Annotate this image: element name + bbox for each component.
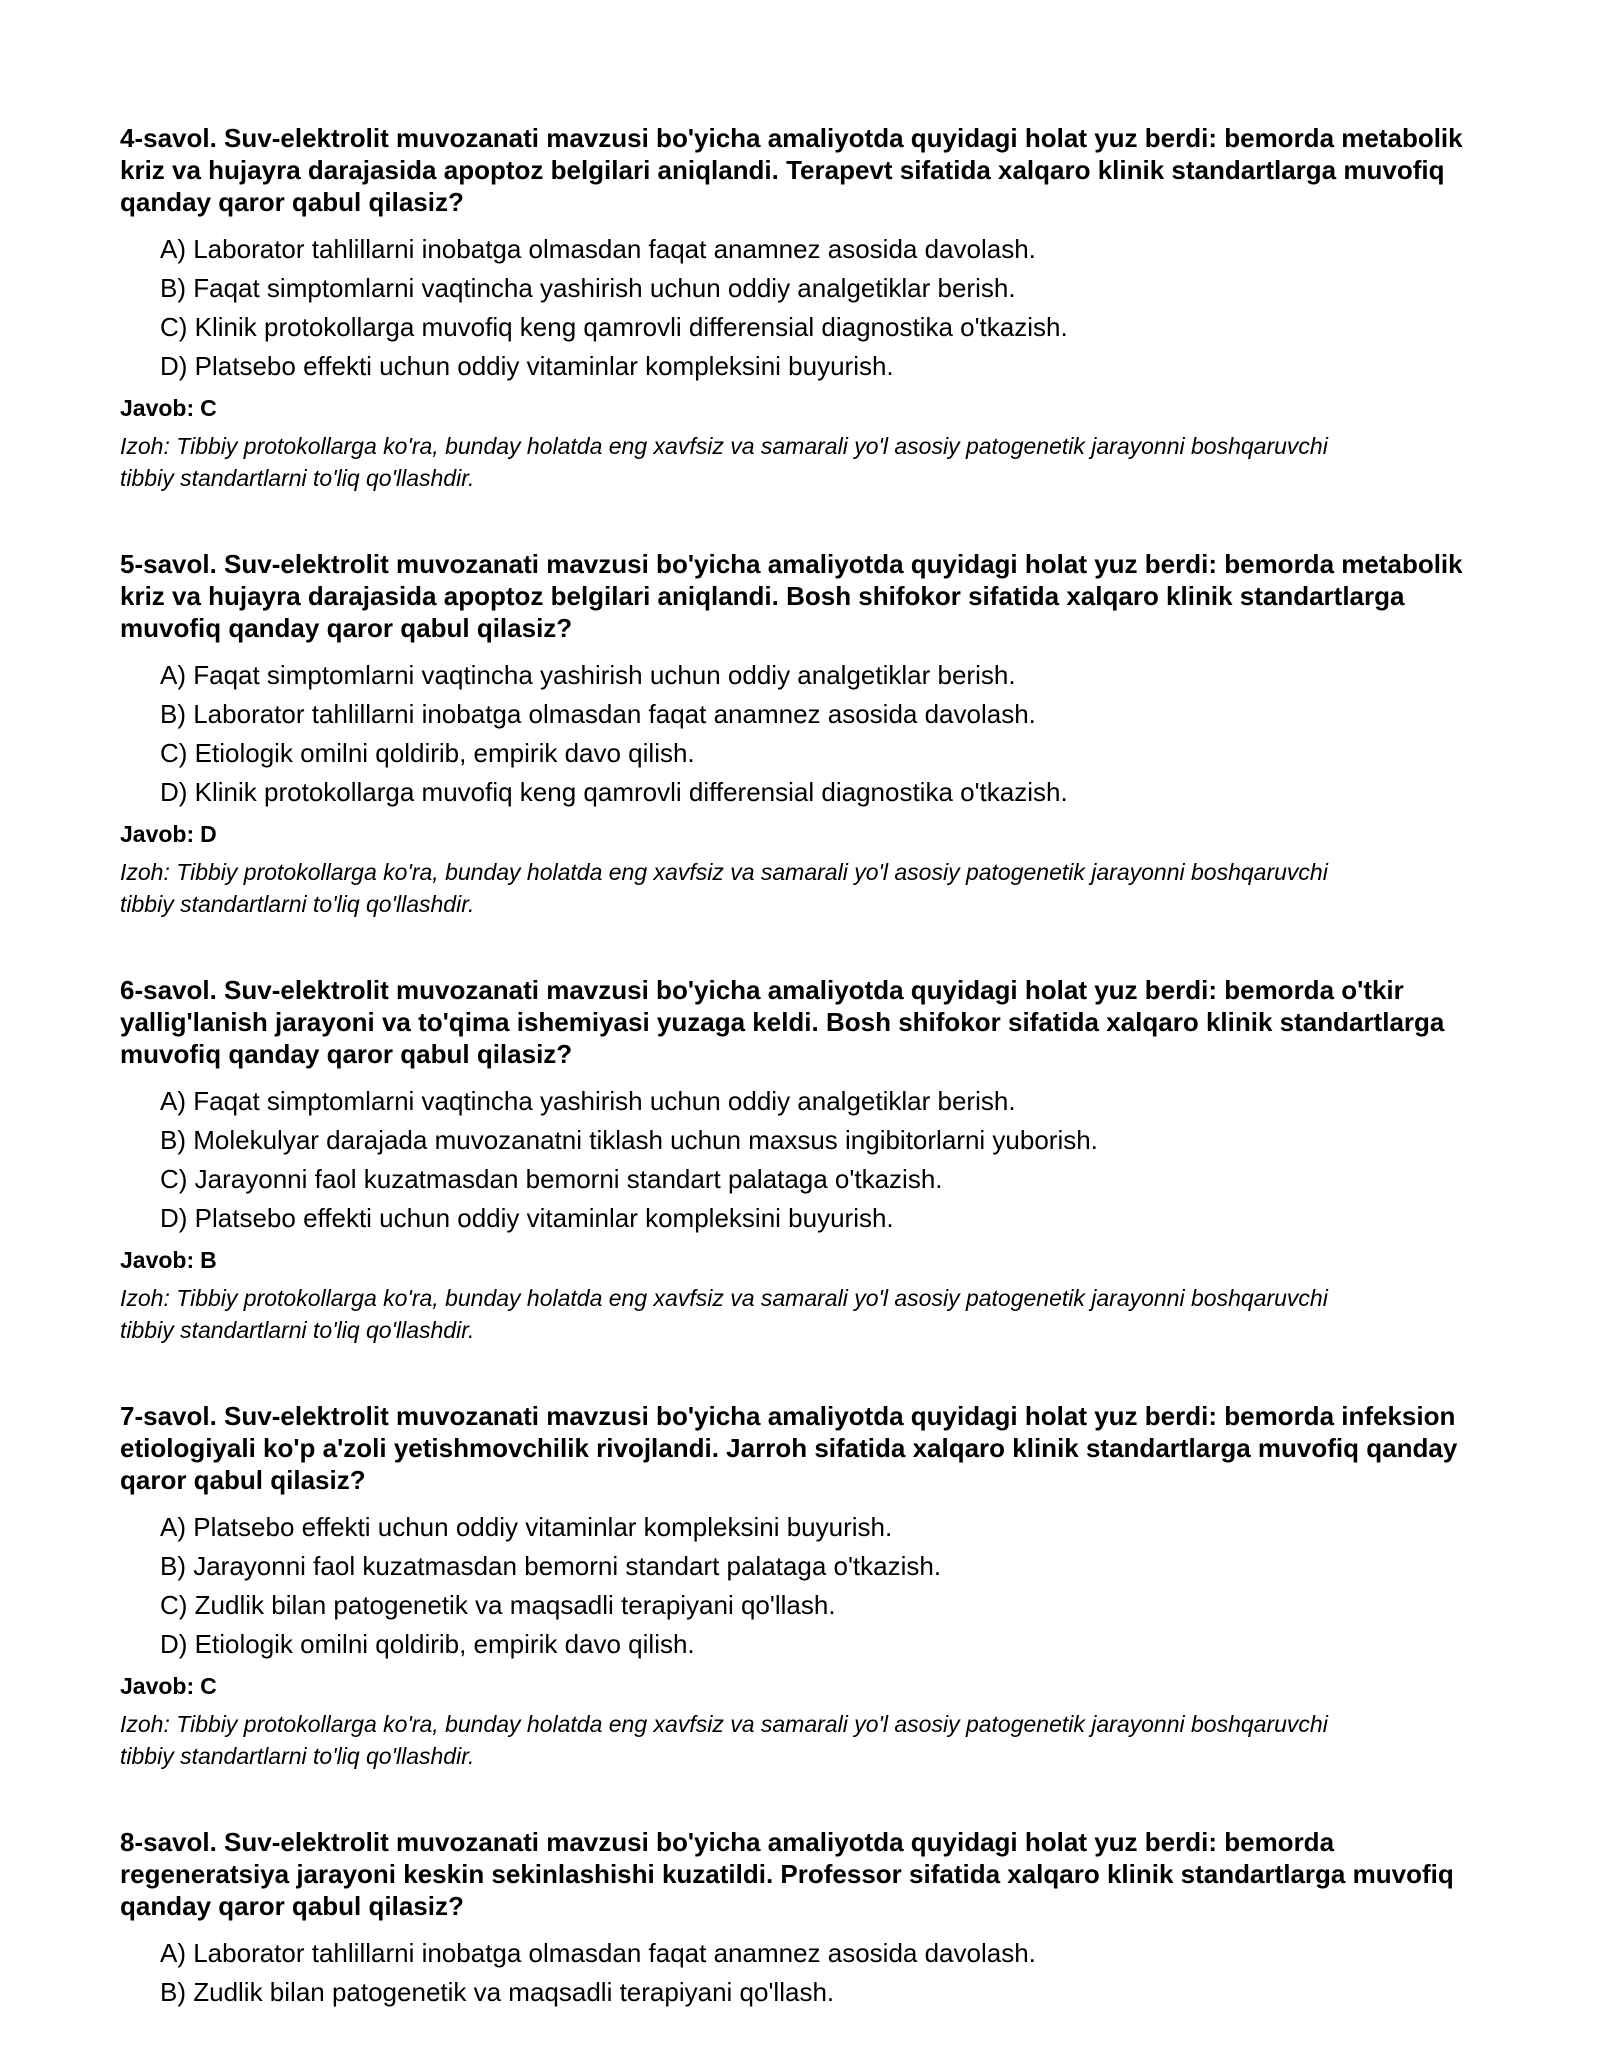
option-c: C) Klinik protokollarga muvofiq keng qamrovli differensial diagnostika o'tkazish. [160, 312, 1068, 342]
answer-label: Javob: [120, 1247, 195, 1273]
option-b: B) Faqat simptomlarni vaqtincha yashirish uchun oddiy analgetiklar berish. [160, 273, 1016, 303]
option-b: B) Laborator tahlillarni inobatga olmasdan faqat anamnez asosida davolash. [160, 699, 1036, 729]
explanation-text: Izoh: Tibbiy protokollarga ko'ra, bunday holatda eng xavfsiz va samarali yo'l asosiy patogenetik jarayonni boshqaruvchi tibbiy standartlarni to'liq qo'llashdir. [120, 1711, 1328, 1769]
answer-line [120, 1670, 1500, 1702]
option-a: A) Laborator tahlillarni inobatga olmasdan faqat anamnez asosida davolash. [160, 234, 1036, 264]
options-list [120, 1934, 1500, 2012]
question-text: 4-savol. Suv-elektrolit muvozanati mavzusi bo'yicha amaliyotda quyidagi holat yuz berdi: bemorda metabolik kriz va hujayra darajasida apoptoz belgilari aniqlandi. Terapevt sifatida xalqaro klinik standartlarga muvofiq qanday qaror qabul qilasiz? [120, 123, 1463, 217]
explanation-text: Izoh: Tibbiy protokollarga ko'ra, bunday holatda eng xavfsiz va samarali yo'l asosiy patogenetik jarayonni boshqaruvchi tibbiy standartlarni to'liq qo'llashdir. [120, 859, 1328, 917]
options-list [120, 1082, 1500, 1238]
options-list [120, 230, 1500, 386]
answer-label: Javob: [120, 1673, 195, 1699]
answer-letter: C [200, 1673, 217, 1699]
option-b: B) Zudlik bilan patogenetik va maqsadli terapiyani qo'llash. [160, 1977, 835, 2007]
option-d: D) Platsebo effekti uchun oddiy vitaminlar kompleksini buyurish. [160, 351, 894, 381]
option-d: D) Etiologik omilni qoldirib, empirik davo qilish. [160, 1629, 695, 1659]
question-block [120, 122, 1500, 494]
answer-letter: C [200, 395, 217, 421]
answer-line [120, 818, 1500, 850]
question-text: 7-savol. Suv-elektrolit muvozanati mavzusi bo'yicha amaliyotda quyidagi holat yuz berdi: bemorda infeksion etiologiyali ko'p a'zoli yetishmovchilik rivojlandi. Jarroh sifatida xalqaro klinik standartlarga muvofiq qanday qaror qabul qilasiz? [120, 1401, 1458, 1495]
options-list [120, 1508, 1500, 1664]
option-d: D) Klinik protokollarga muvofiq keng qamrovli differensial diagnostika o'tkazish. [160, 777, 1068, 807]
answer-line [120, 1244, 1500, 1276]
question-block [120, 1400, 1500, 1772]
options-list [120, 656, 1500, 812]
question-block [120, 548, 1500, 920]
option-c: C) Jarayonni faol kuzatmasdan bemorni standart palataga o'tkazish. [160, 1164, 943, 1194]
option-a: A) Laborator tahlillarni inobatga olmasdan faqat anamnez asosida davolash. [160, 1938, 1036, 1968]
option-b: B) Jarayonni faol kuzatmasdan bemorni standart palataga o'tkazish. [160, 1551, 942, 1581]
answer-letter: D [200, 821, 217, 847]
question-block [120, 974, 1500, 1346]
option-c: C) Etiologik omilni qoldirib, empirik davo qilish. [160, 738, 695, 768]
option-a: A) Faqat simptomlarni vaqtincha yashirish uchun oddiy analgetiklar berish. [160, 1086, 1016, 1116]
question-text: 5-savol. Suv-elektrolit muvozanati mavzusi bo'yicha amaliyotda quyidagi holat yuz berdi: bemorda metabolik kriz va hujayra darajasida apoptoz belgilari aniqlandi. Bosh shifokor sifatida xalqaro klinik standartlarga muvofiq qanday qaror qabul qilasiz? [120, 549, 1463, 643]
explanation-text: Izoh: Tibbiy protokollarga ko'ra, bunday holatda eng xavfsiz va samarali yo'l asosiy patogenetik jarayonni boshqaruvchi tibbiy standartlarni to'liq qo'llashdir. [120, 433, 1328, 491]
answer-label: Javob: [120, 821, 195, 847]
option-d: D) Platsebo effekti uchun oddiy vitaminlar kompleksini buyurish. [160, 1203, 894, 1233]
option-a: A) Faqat simptomlarni vaqtincha yashirish uchun oddiy analgetiklar berish. [160, 660, 1016, 690]
option-c: C) Zudlik bilan patogenetik va maqsadli terapiyani qo'llash. [160, 1590, 836, 1620]
option-a: A) Platsebo effekti uchun oddiy vitaminlar kompleksini buyurish. [160, 1512, 893, 1542]
answer-letter: B [200, 1247, 217, 1273]
option-b: B) Molekulyar darajada muvozanatni tiklash uchun maxsus ingibitorlarni yuborish. [160, 1125, 1098, 1155]
question-text: 6-savol. Suv-elektrolit muvozanati mavzusi bo'yicha amaliyotda quyidagi holat yuz berdi: bemorda o'tkir yallig'lanish jarayoni va to'qima ishemiyasi yuzaga keldi. Bosh shifokor sifatida xalqaro klinik standartlarga muvofiq qanday qaror qabul qilasiz? [120, 975, 1445, 1069]
question-text: 8-savol. Suv-elektrolit muvozanati mavzusi bo'yicha amaliyotda quyidagi holat yuz berdi: bemorda regeneratsiya jarayoni keskin sekinlashishi kuzatildi. Professor sifatida xalqaro klinik standartlarga muvofiq qanday qaror qabul qilasiz? [120, 1827, 1454, 1921]
answer-line [120, 392, 1500, 424]
answer-label: Javob: [120, 395, 195, 421]
explanation-text: Izoh: Tibbiy protokollarga ko'ra, bunday holatda eng xavfsiz va samarali yo'l asosiy patogenetik jarayonni boshqaruvchi tibbiy standartlarni to'liq qo'llashdir. [120, 1285, 1328, 1343]
question-block [120, 1826, 1500, 2012]
document-page [120, 122, 1500, 2066]
